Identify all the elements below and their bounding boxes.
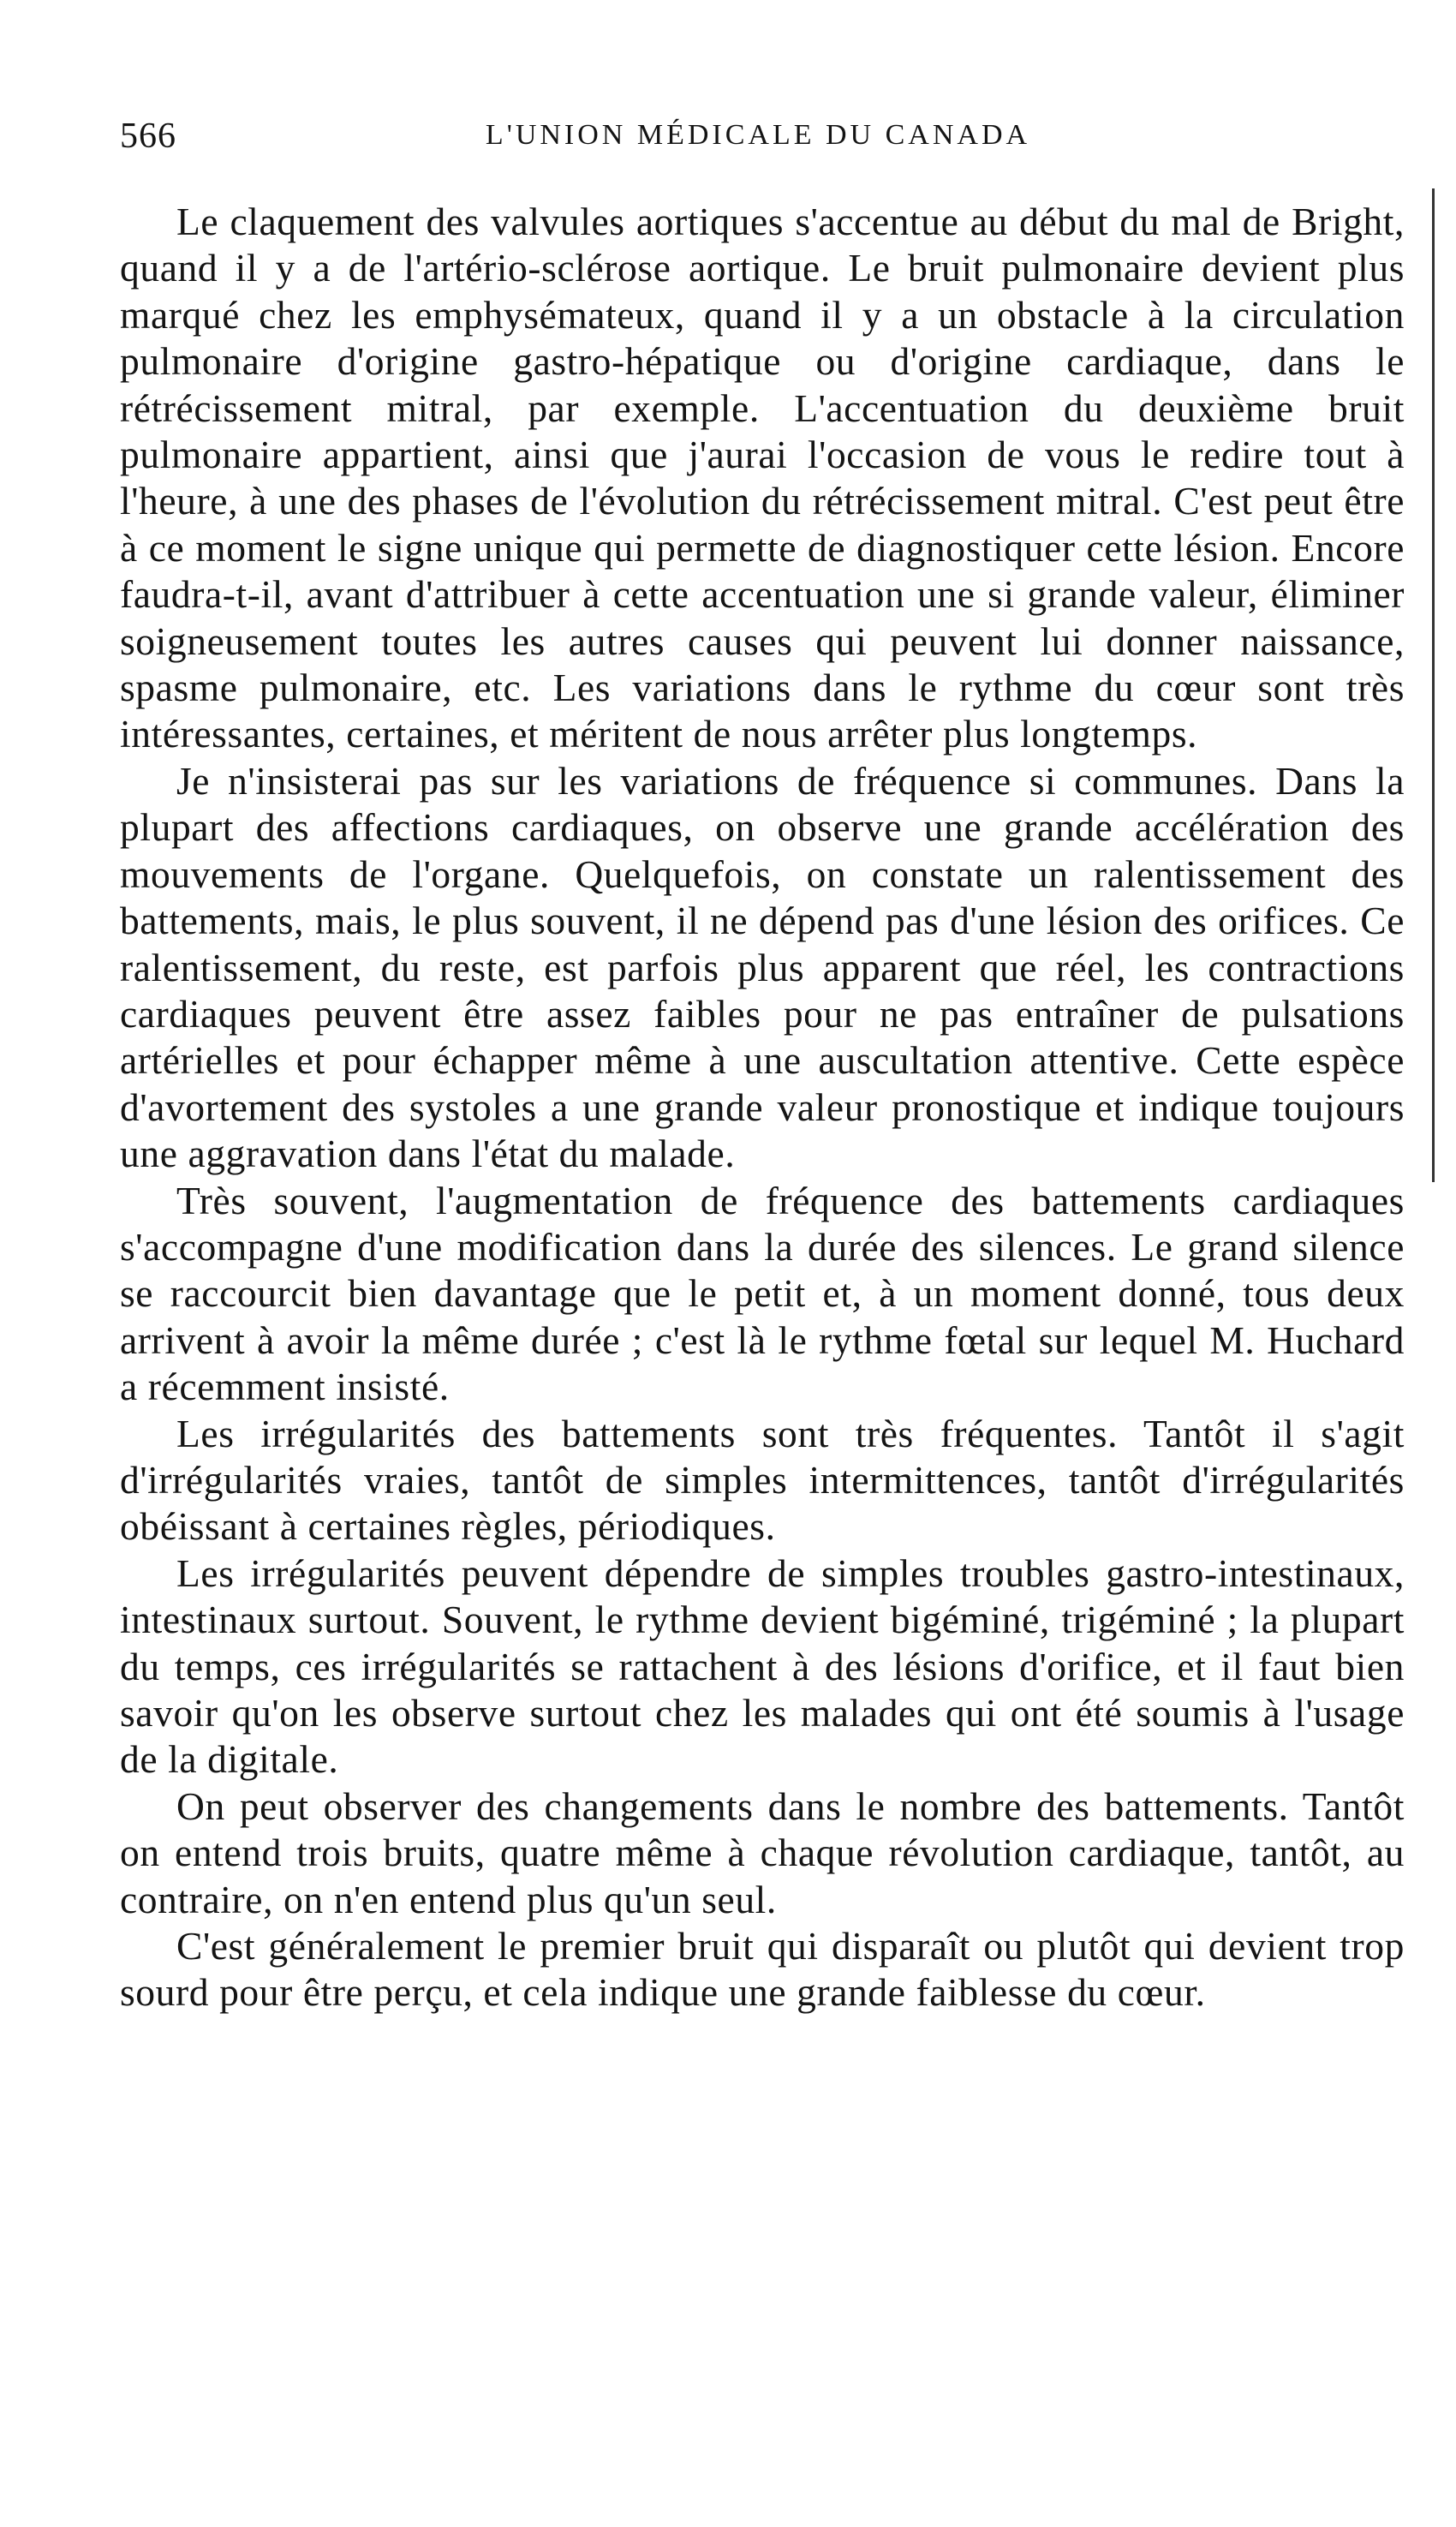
page-header [120, 116, 1396, 167]
paragraph-1: Le claquement des valvules aortiques s'accentue au début du mal de Bright, quand il y a de l'artério-sclérose aortique. Le bruit pulmonaire devient plus marqué chez les emphysémateux, quand il y a un obstacle à la circulation pulmonaire d'origine gastro-hépatique ou d'origine cardiaque, dans le rétrécissement mitral, par exemple. L'accentuation du deuxième bruit pulmonaire appartient, ainsi que j'aurai l'occasion de vous le redire tout à l'heure, à une des phases de l'évolution du rétrécissement mitral. C'est peut être à ce moment le signe unique qui permette de diagnostiquer cette lésion. Encore faudra-t-il, avant d'attribuer à cette accentuation une si grande valeur, éliminer soigneusement toutes les autres causes qui peuvent lui donner naissance, spasme pulmonaire, etc. Les variations dans le rythme du cœur sont très intéressantes, certaines, et méritent de nous arrêter plus longtemps. [120, 200, 1405, 756]
paragraph-7: C'est généralement le premier bruit qui disparaît ou plutôt qui devient trop sourd pour être perçu, et cela indique une grande faiblesse du cœur. [120, 1924, 1405, 2015]
page-number: 566 [120, 116, 176, 156]
paragraph-5: Les irrégularités peuvent dépendre de simples troubles gastro-intestinaux, intestinaux surtout. Souvent, le rythme devient bigéminé, trigéminé ; la plupart du temps, ces irrégularités se rattachent à des lésions d'orifice, et il faut bien savoir qu'on les observe surtout chez les malades qui ont été soumis à l'usage de la digitale. [120, 1550, 1405, 1782]
paragraph-4: Les irrégularités des battements sont très fréquentes. Tantôt il s'agit d'irrégularités vraies, tantôt de simples intermittences, tantôt d'irrégularités obéissant à certaines règles, périodiques. [120, 1411, 1405, 1549]
paragraph-2: Je n'insisterai pas sur les variations de fréquence si communes. Dans la plupart des affections cardiaques, on observe une grande accélération des mouvements de l'organe. Quelquefois, on constate un ralentissement des battements, mais, le plus souvent, il ne dépend pas d'une lésion des orifices. Ce ralentissement, du reste, est parfois plus apparent que réel, les contractions cardiaques peuvent être assez faibles pour ne pas entraîner de pulsations artérielles et pour échapper même à une auscultation attentive. Cette espèce d'avortement des systoles a une grande valeur pronostique et indique toujours une aggravation dans l'état du malade. [120, 758, 1405, 1176]
margin-rule [1432, 188, 1435, 1182]
paragraph-3: Très souvent, l'augmentation de fréquence des battements cardiaques s'accompagne d'une modification dans la durée des silences. Le grand silence se raccourcit bien davantage que le petit et, à un moment donné, tous deux arrivent à avoir la même durée ; c'est là le rythme fœtal sur lequel M. Huchard a récemment insisté. [120, 1178, 1405, 1409]
running-title: L'UNION MÉDICALE DU CANADA [485, 119, 1031, 151]
paragraph-6: On peut observer des changements dans le nombre des battements. Tantôt on entend trois bruits, quatre même à chaque révolution cardiaque, tantôt, au contraire, on n'en entend plus qu'un seul. [120, 1783, 1405, 1921]
body-text [120, 199, 1405, 2016]
